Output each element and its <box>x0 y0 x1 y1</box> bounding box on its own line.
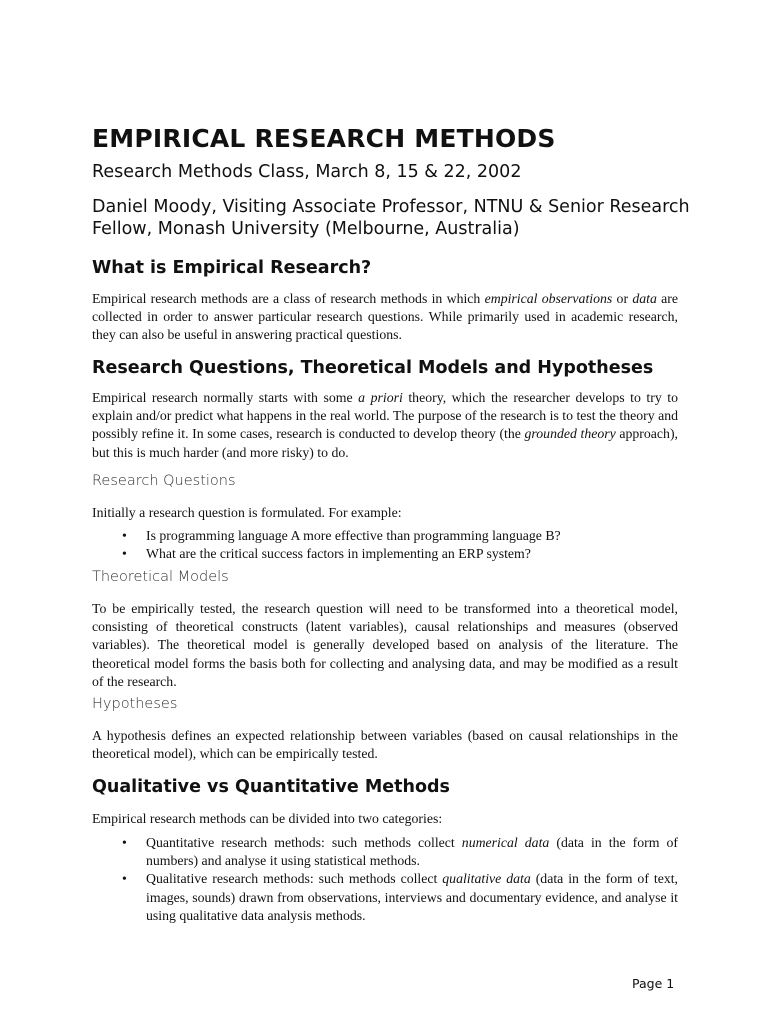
list-item <box>92 870 678 925</box>
paragraph-hypotheses: A hypothesis defines an expected relationship between variables (based on causal relationships in the theoretical model), which can be empirically tested. <box>92 728 678 762</box>
paragraph-what-is <box>92 290 678 345</box>
list-item-text: What are the critical success factors in implementing an ERP system? <box>146 546 531 562</box>
text-run: are collected in order to answer particular research questions. While primarily used in academic research, they can also be useful in answering practical questions. <box>92 291 678 343</box>
text-run: approach), but this is much harder (and more risky) to do. <box>92 426 678 460</box>
text-run: Quantitative research methods: such methods collect <box>146 835 462 850</box>
emphasis-qualitative-data: qualitative data <box>442 871 531 887</box>
emphasis-data: data <box>632 291 657 306</box>
text-run: Qualitative research methods: such methods collect <box>146 871 443 887</box>
document-subtitle: Research Methods Class, March 8, 15 & 22, 2002 <box>92 162 522 182</box>
heading-what-is-empirical-research: What is Empirical Research? <box>92 258 372 278</box>
bullet-icon: • <box>122 546 127 562</box>
text-run: or <box>612 291 633 306</box>
emphasis-empirical-observations: empirical observations <box>484 291 613 306</box>
bullet-icon: • <box>122 871 127 887</box>
list-item-text: Is programming language A more effective than programming language B? <box>146 528 561 543</box>
list-method-categories <box>92 834 678 925</box>
heading-rq-models-hypotheses: Research Questions, Theoretical Models and Hypotheses <box>92 358 654 378</box>
list-item <box>92 545 678 563</box>
emphasis-grounded-theory: grounded theory <box>524 426 616 442</box>
text-run: Empirical research methods are a class of research methods in which <box>92 291 485 306</box>
list-item <box>92 834 678 870</box>
heading-theoretical-models: Theoretical Models <box>92 569 229 585</box>
bullet-icon: • <box>122 528 127 543</box>
text-run: theory, which the researcher develops to try to explain and/or predict what happens in the real world. The purpose of the research is to test the theory and possibly refine it. In some cases, research is conducted to develop theory (the <box>92 390 678 442</box>
emphasis-numerical-data: numerical data <box>461 835 550 850</box>
paragraph-rq-models <box>92 389 678 462</box>
page-number: Page 1 <box>632 976 675 991</box>
text-run: (data in the form of text, images, sounds) drawn from observations, interviews and documentary evidence, and analyse it using qualitative data analysis methods. <box>146 871 678 923</box>
heading-research-questions: Research Questions <box>92 473 236 489</box>
heading-qualitative-vs-quantitative: Qualitative vs Quantitative Methods <box>92 777 450 797</box>
document-title: EMPIRICAL RESEARCH METHODS <box>92 124 556 153</box>
list-item <box>92 527 678 545</box>
document-author: Daniel Moody, Visiting Associate Professor, NTNU & Senior Research Fellow, Monash University (Melbourne, Australia) <box>92 197 690 239</box>
text-run: (data in the form of numbers) and analyse it using statistical methods. <box>146 835 678 869</box>
paragraph-theoretical-models: To be empirically tested, the research question will need to be transformed into a theoretical model, consisting of theoretical constructs (latent variables), causal relationships and measures (observed variables). The theoretical model is generally developed based on analysis of the literature. The theoretical model forms the basis both for collecting and analysing data, and may be modified as a result of the research. <box>92 601 678 689</box>
paragraph-rq-intro: Initially a research question is formulated. For example: <box>92 505 402 520</box>
text-run: Empirical research normally starts with some <box>92 390 359 405</box>
heading-hypotheses: Hypotheses <box>92 696 178 712</box>
list-research-questions <box>92 527 678 563</box>
paragraph-qual-quant-intro: Empirical research methods can be divided into two categories: <box>92 811 443 826</box>
emphasis-a-priori: a priori <box>358 390 403 405</box>
bullet-icon: • <box>122 835 127 850</box>
